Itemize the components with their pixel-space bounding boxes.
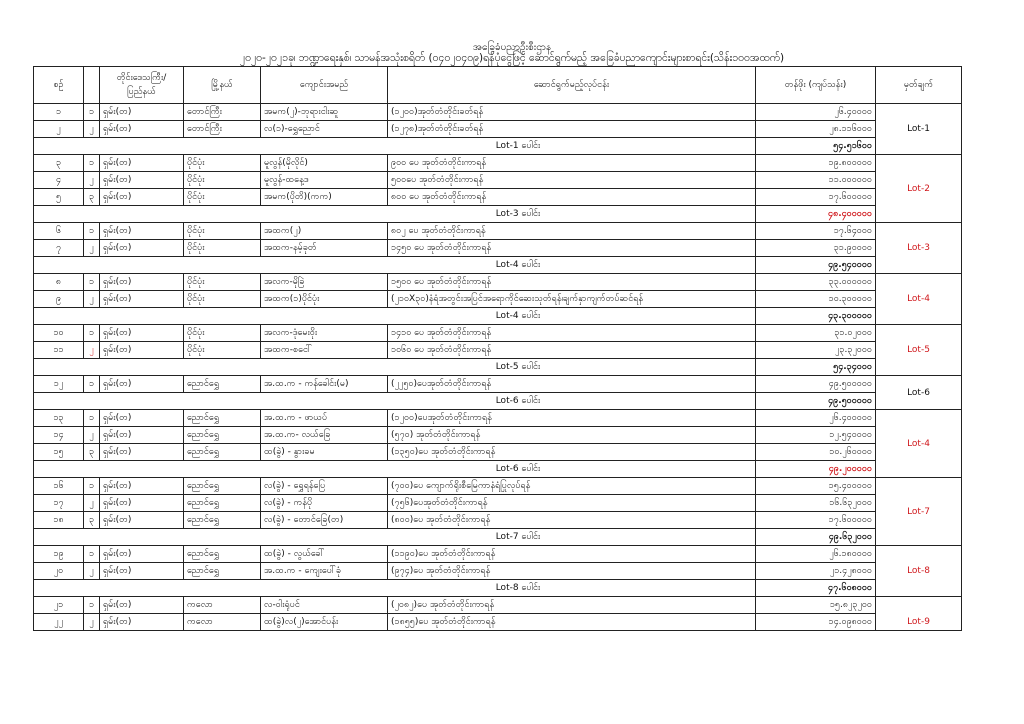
table-row [34, 614, 962, 631]
cost-cell: ၁၁.၀၀၀၀၀၀ [756, 172, 876, 189]
table-row [34, 342, 962, 359]
lot-subtotal-row [34, 138, 962, 155]
lot-remark-cell: Lot-4 [876, 410, 962, 478]
row-number: ၅ [34, 189, 84, 206]
header-township: မြို့နယ် [184, 67, 261, 104]
row-sub-number: ၁ [84, 597, 100, 614]
lot-subtotal-row [34, 461, 962, 478]
table-row [34, 376, 962, 393]
township-cell: ပိုင်ပုံး [184, 223, 261, 240]
row-number: ၁၈ [34, 512, 84, 529]
region-cell: ရှမ်း(တ) [100, 240, 184, 257]
row-number: ၁၄ [34, 427, 84, 444]
township-cell: ပိုင်ပုံး [184, 342, 261, 359]
row-number: ၉ [34, 291, 84, 308]
township-cell: ပိုင်ပုံး [184, 325, 261, 342]
cost-cell: ၃၁.၉၀၀၀၀ [756, 240, 876, 257]
subtotal-label: Lot-7 ပေါင်း [34, 529, 756, 546]
subtotal-value: ၄၉.၅၀၀၀၀၀ [756, 393, 876, 410]
table-row [34, 189, 962, 206]
school-name-cell: မူလွန်(မိုလိုင်) [261, 155, 388, 172]
row-number: ၁၆ [34, 478, 84, 495]
cost-cell: ၁၄.၀၉၈၀၀၀ [756, 614, 876, 631]
row-number: ၂၀ [34, 563, 84, 580]
township-cell: ပိုင်ပုံး [184, 240, 261, 257]
school-name-cell: ထ(ခွဲ) - လွယ်ခေါ် [261, 546, 388, 563]
lot-subtotal-row [34, 393, 962, 410]
subtotal-value: ၄၉.၆၃၂၀၀၀ [756, 529, 876, 546]
row-sub-number: ၂ [84, 427, 100, 444]
lot-subtotal-row [34, 359, 962, 376]
header-work: ဆောင်ရွက်မည့်လုပ်ငန်း [388, 67, 756, 104]
region-cell: ရှမ်း(တ) [100, 189, 184, 206]
table-row [34, 274, 962, 291]
region-cell: ရှမ်း(တ) [100, 427, 184, 444]
lot-remark-cell: Lot-5 [876, 325, 962, 376]
school-name-cell: လ-ဝါးရုံပင် [261, 597, 388, 614]
row-sub-number: ၁ [84, 155, 100, 172]
school-name-cell: အ.ထ.က - ကန်ခေါင်း(မ) [261, 376, 388, 393]
table-row [34, 223, 962, 240]
work-description-cell: (၁၂၀၀)အုတ်တံတိုင်းခတ်ရန် [388, 104, 756, 121]
school-name-cell: ထ(ခွဲ) - နွားခမ [261, 444, 388, 461]
work-description-cell: (၁၂၇၈)အုတ်တံတိုင်းခတ်ရန် [388, 121, 756, 138]
subtotal-label: Lot-6 ပေါင်း [34, 461, 756, 478]
cost-cell: ၁၀.၃၀၀၀၀၀ [756, 291, 876, 308]
cost-cell: ၄၉.၅၀၀၀၀၀ [756, 376, 876, 393]
region-cell: ရှမ်း(တ) [100, 546, 184, 563]
table-row [34, 291, 962, 308]
region-cell: ရှမ်း(တ) [100, 342, 184, 359]
row-number: ၁၃ [34, 410, 84, 427]
subtotal-value: ၄၃.၃၀၀၀၀၀ [756, 308, 876, 325]
cost-cell: ၁၅.၈၂၃၂၀၀ [756, 597, 876, 614]
row-sub-number: ၁ [84, 478, 100, 495]
header-sub [84, 67, 100, 104]
table-row [34, 478, 962, 495]
cost-cell: ၂၆.၄၀၀၀၀၀ [756, 410, 876, 427]
region-cell: ရှမ်း(တ) [100, 614, 184, 631]
table-row [34, 597, 962, 614]
lot-remark-cell: Lot-3 [876, 223, 962, 274]
work-description-cell: (၁၁၉၀)ပေ အုတ်တံတိုင်းကာရန် [388, 546, 756, 563]
header-remark: မှတ်ချက် [876, 67, 962, 104]
school-name-cell: အထက-နမ့်ခုတ် [261, 240, 388, 257]
township-cell: တောင်ကြီး [184, 121, 261, 138]
row-sub-number: ၂ [84, 121, 100, 138]
lot-remark-cell: Lot-4 [876, 274, 962, 325]
table-row [34, 546, 962, 563]
work-description-cell: (၂၀၈၂)ပေ အုတ်တံတိုင်းကာရန် [388, 597, 756, 614]
cost-cell: ၁၉.၈၀၀၀၀၀ [756, 155, 876, 172]
table-row [34, 104, 962, 121]
school-name-cell: အ.ထ.က - ကျေးပေါ်ခုံ [261, 563, 388, 580]
subtotal-label: Lot-3 ပေါင်း [34, 206, 756, 223]
school-name-cell: အလက-ဒုံမေးဝိုး [261, 325, 388, 342]
row-number: ၇ [34, 240, 84, 257]
row-sub-number: ၂ [84, 342, 100, 359]
table-row [34, 512, 962, 529]
region-cell: ရှမ်း(တ) [100, 121, 184, 138]
lot-remark-cell: Lot-2 [876, 155, 962, 223]
subtotal-value: ၅၄.၃၄၀၀၀ [756, 359, 876, 376]
table-row [34, 427, 962, 444]
school-name-cell: အထက-စငေါ် [261, 342, 388, 359]
row-number: ၂ [34, 121, 84, 138]
school-name-cell: လ(ခွဲ) - ရွှေရန်ပြေ [261, 478, 388, 495]
table-header-row [34, 67, 962, 104]
school-name-cell: ထ(ခွဲ)လ(၂)အောင်ပန်း [261, 614, 388, 631]
region-cell: ရှမ်း(တ) [100, 495, 184, 512]
township-cell: ညောင်ရွှေ [184, 410, 261, 427]
header-school: ကျောင်းအမည် [261, 67, 388, 104]
region-cell: ရှမ်း(တ) [100, 410, 184, 427]
work-description-cell: ၁၅၀၀ ပေ အုတ်တံတိုင်းကာရန် [388, 274, 756, 291]
row-number: ၁၉ [34, 546, 84, 563]
work-description-cell: (၁၃၅၀)ပေ အုတ်တံတိုင်းကာရန် [388, 444, 756, 461]
school-name-cell: အထက(၁)ပိုင်ပုံး [261, 291, 388, 308]
row-sub-number: ၃ [84, 444, 100, 461]
row-sub-number: ၁ [84, 376, 100, 393]
region-cell: ရှမ်း(တ) [100, 597, 184, 614]
cost-cell: ၂၆.၄၀၀၀၀ [756, 104, 876, 121]
school-name-cell: လ(၁)-ရွှေညောင် [261, 121, 388, 138]
subtotal-value: ၄၈.၄၀၀၀၀၀ [756, 206, 876, 223]
row-number: ၈ [34, 274, 84, 291]
table-row [34, 563, 962, 580]
header-region: တိုင်းဒေသကြီး/ ပြည်နယ် [100, 67, 184, 104]
township-cell: ကလော [184, 614, 261, 631]
school-name-cell: လ(ခွဲ) - တောင်ခြေ(တ) [261, 512, 388, 529]
region-cell: ရှမ်း(တ) [100, 563, 184, 580]
subtotal-value: ၅၄.၅၁၆၀၀ [756, 138, 876, 155]
cost-cell: ၃၃.၀၀၀၀၀၀ [756, 274, 876, 291]
school-name-cell: အမက(ပိုတိ)(ကက) [261, 189, 388, 206]
township-cell: ပိုင်ပုံး [184, 274, 261, 291]
document-subtitle: ၂၀၂၀-၂၀၂၁ခု၊ ဘဏ္ဍာရေးနှစ်၊ သာမန်အသုံးစရိတ် (၀၄၀၂၀၄၀၉)ရန်ပုံငွေဖြင့် ဆောင်ရွက်မည့် အခြေခံပညာကျောင်းများစာရင်း(သိန်း၁၀၀အထက်) [239, 52, 785, 64]
school-name-cell: အ.ထ.က- လယ်ခြေ [261, 427, 388, 444]
row-number: ၁ [34, 104, 84, 121]
township-cell: ပိုင်ပုံး [184, 172, 261, 189]
subtotal-value: ၄၇.၆၀၈၀၀၀ [756, 580, 876, 597]
subtotal-label: Lot-4 ပေါင်း [34, 257, 756, 274]
row-number: ၆ [34, 223, 84, 240]
table-row [34, 410, 962, 427]
lot-subtotal-row [34, 529, 962, 546]
school-name-cell: အမက(၂)-ဘုရားငါးဆူ [261, 104, 388, 121]
row-sub-number: ၃ [84, 189, 100, 206]
cost-cell: ၁၂.၅၄၀၀၀၀ [756, 427, 876, 444]
row-number: ၃ [34, 155, 84, 172]
row-sub-number: ၂ [84, 614, 100, 631]
row-number: ၁၀ [34, 325, 84, 342]
cost-cell: ၂၈.၁၁၆၀၀၀ [756, 121, 876, 138]
work-description-cell: ၈၀၀ ပေ အုတ်တံတိုင်းကာရန် [388, 189, 756, 206]
row-number: ၁၅ [34, 444, 84, 461]
work-description-cell: (၇၀၀)ပေ ကျောက်ရိုးစီမြေကာနံရံပြုလုပ်ရန် [388, 478, 756, 495]
table-row [34, 495, 962, 512]
row-sub-number: ၂ [84, 172, 100, 189]
work-description-cell: (၁၂၀၀)ပေအုတ်တံတိုင်းကာရန် [388, 410, 756, 427]
region-cell: ရှမ်း(တ) [100, 512, 184, 529]
table-row [34, 325, 962, 342]
work-description-cell: ၉၀၀ ပေ အုတ်တံတိုင်းကာရန် [388, 155, 756, 172]
region-cell: ရှမ်း(တ) [100, 325, 184, 342]
row-sub-number: ၃ [84, 512, 100, 529]
row-sub-number: ၂ [84, 495, 100, 512]
row-number: ၁၁ [34, 342, 84, 359]
township-cell: ပိုင်ပုံး [184, 291, 261, 308]
work-description-cell: (၂၁၀X၃၀)နံရံအတွင်းအပြင်အရောကိုင်ဆေးသုတ်ရန်၊ချက်နှာကျက်တပ်ဆင်ရန် [388, 291, 756, 308]
region-cell: ရှမ်း(တ) [100, 444, 184, 461]
work-description-cell: (၂၂၅၀)ပေအုတ်တံတိုင်းကာရန် [388, 376, 756, 393]
work-description-cell: ၁၀၆၀ ပေ အုတ်တံတိုင်းကာရန် [388, 342, 756, 359]
township-cell: ညောင်ရွှေ [184, 444, 261, 461]
township-cell: ညောင်ရွှေ [184, 546, 261, 563]
region-cell: ရှမ်း(တ) [100, 478, 184, 495]
cost-cell: ၂၃.၃၂၀၀၀ [756, 342, 876, 359]
township-cell: ပိုင်ပုံး [184, 155, 261, 172]
work-description-cell: (၇၅၆)ပေအုတ်တံတိုင်းကာရန် [388, 495, 756, 512]
work-description-cell: ၅၀၀ပေ အုတ်တံတိုင်းကာရန် [388, 172, 756, 189]
region-cell: ရှမ်း(တ) [100, 223, 184, 240]
work-description-cell: (၁၈၅၅)ပေ အုတ်တံတိုင်းကာရန် [388, 614, 756, 631]
school-name-cell: အလက-မိုခြဲ [261, 274, 388, 291]
township-cell: ကလော [184, 597, 261, 614]
row-sub-number: ၂ [84, 291, 100, 308]
cost-cell: ၃၁.၀၂၀၀၀ [756, 325, 876, 342]
school-name-cell: အ.ထ.က - ဖာယပ် [261, 410, 388, 427]
school-name-cell: မူလွန်-ထနေ့ဒ [261, 172, 388, 189]
lot-subtotal-row [34, 580, 962, 597]
work-description-cell: (၉၇၄)ပေ အုတ်တံတိုင်းကာရန် [388, 563, 756, 580]
school-name-cell: လ(ခွဲ) - ကန်ပို [261, 495, 388, 512]
region-cell: ရှမ်း(တ) [100, 172, 184, 189]
table-row [34, 444, 962, 461]
region-cell: ရှမ်း(တ) [100, 155, 184, 172]
region-cell: ရှမ်း(တ) [100, 291, 184, 308]
school-name-cell: အထက(၂) [261, 223, 388, 240]
row-number: ၂၂ [34, 614, 84, 631]
lot-remark-cell: Lot-6 [876, 376, 962, 410]
cost-cell: ၂၆.၁၈၀၀၀၀ [756, 546, 876, 563]
lot-subtotal-row [34, 206, 962, 223]
row-sub-number: ၂ [84, 240, 100, 257]
subtotal-label: Lot-5 ပေါင်း [34, 359, 756, 376]
row-sub-number: ၁ [84, 325, 100, 342]
region-cell: ရှမ်း(တ) [100, 104, 184, 121]
subtotal-value: ၄၉.၂၀၀၀၀၀ [756, 461, 876, 478]
township-cell: ပိုင်ပုံး [184, 189, 261, 206]
subtotal-label: Lot-6 ပေါင်း [34, 393, 756, 410]
work-description-cell: ၈၀၂ ပေ အုတ်တံတိုင်းကာရန် [388, 223, 756, 240]
work-description-cell: (၈၀၀)ပေ အုတ်တံတိုင်းကာရန် [388, 512, 756, 529]
cost-cell: ၁၅.၄၀၀၀၀၀ [756, 478, 876, 495]
subtotal-label: Lot-4 ပေါင်း [34, 308, 756, 325]
document-title: အခြေခံပညာဦးစီးဌာန [472, 42, 552, 53]
lot-remark-cell: Lot-8 [876, 546, 962, 597]
cost-cell: ၁၀.၂၆၀၀၀၀ [756, 444, 876, 461]
township-cell: ညောင်ရွှေ [184, 376, 261, 393]
lot-remark-cell: Lot-1 [876, 104, 962, 155]
township-cell: ညောင်ရွှေ [184, 563, 261, 580]
township-cell: ညောင်ရွှေ [184, 478, 261, 495]
subtotal-label: Lot-8 ပေါင်း [34, 580, 756, 597]
row-sub-number: ၁ [84, 104, 100, 121]
lot-remark-cell: Lot-7 [876, 478, 962, 546]
row-sub-number: ၂ [84, 563, 100, 580]
township-cell: ညောင်ရွှေ [184, 512, 261, 529]
row-number: ၄ [34, 172, 84, 189]
row-sub-number: ၁ [84, 546, 100, 563]
lot-remark-cell: Lot-9 [876, 597, 962, 631]
table-row [34, 155, 962, 172]
subtotal-label: Lot-1 ပေါင်း [34, 138, 756, 155]
row-number: ၂၁ [34, 597, 84, 614]
cost-cell: ၂၁.၄၂၈၀၀၀ [756, 563, 876, 580]
row-sub-number: ၁ [84, 410, 100, 427]
township-cell: ညောင်ရွှေ [184, 427, 261, 444]
header-no: စဉ် [34, 67, 84, 104]
table-row [34, 172, 962, 189]
cost-cell: ၁၆.၆၃၂၀၀၀ [756, 495, 876, 512]
lot-subtotal-row [34, 308, 962, 325]
cost-cell: ၁၇.၆၀၀၀၀၀ [756, 189, 876, 206]
row-sub-number: ၁ [84, 274, 100, 291]
township-cell: တောင်ကြီး [184, 104, 261, 121]
header-cost: တန်ဖိုး (ကျပ်သန်း) [756, 67, 876, 104]
row-number: ၁၇ [34, 495, 84, 512]
subtotal-value: ၄၉.၅၄၀၀၀၀ [756, 257, 876, 274]
school-list-table [33, 66, 962, 631]
township-cell: ညောင်ရွှေ [184, 495, 261, 512]
lot-subtotal-row [34, 257, 962, 274]
row-number: ၁၂ [34, 376, 84, 393]
work-description-cell: ၁၄၅၀ ပေ အုတ်တံတိုင်းကာရန် [388, 240, 756, 257]
table-row [34, 240, 962, 257]
cost-cell: ၁၇.၆၀၀၀၀၀ [756, 512, 876, 529]
cost-cell: ၁၇.၆၄၀၀၀ [756, 223, 876, 240]
work-description-cell: (၅၇၀) အုတ်တံတိုင်းကာရန် [388, 427, 756, 444]
work-description-cell: ၁၄၁၀ ပေ အုတ်တံတိုင်းကာရန် [388, 325, 756, 342]
table-row [34, 121, 962, 138]
region-cell: ရှမ်း(တ) [100, 376, 184, 393]
row-sub-number: ၁ [84, 223, 100, 240]
region-cell: ရှမ်း(တ) [100, 274, 184, 291]
